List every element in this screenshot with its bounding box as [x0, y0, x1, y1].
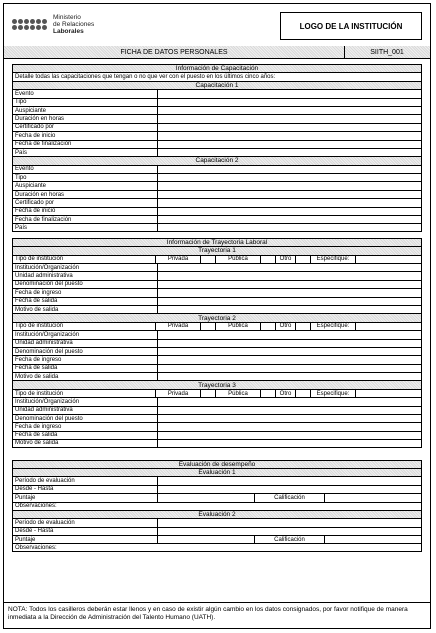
trayectoria-1-field-label: Motivo de salida [13, 306, 158, 313]
evaluacion-desde-hasta-label: Desde - Hasta [13, 486, 158, 493]
ministerio-logo [12, 14, 94, 35]
tipo-institucion-row [12, 322, 422, 330]
evaluacion-desde-hasta-value[interactable] [158, 528, 421, 535]
trayectoria-2-field-label: Motivo de salida [13, 373, 158, 380]
tipo-option-label: Privada [156, 256, 201, 263]
trayectoria-2-field-value[interactable] [158, 356, 421, 363]
capacitacion-1-field [12, 140, 422, 148]
evaluacion-periodo [12, 518, 422, 526]
observaciones-row[interactable]: Observaciones: [12, 543, 422, 551]
evaluacion-heading: Evaluación de desempeño [12, 460, 422, 468]
tipo-option-label: Pública [216, 323, 261, 330]
evaluacion-periodo-label: Período de evaluación [13, 477, 158, 484]
trayectoria-2-field [12, 372, 422, 380]
tipo-checkbox[interactable] [261, 323, 276, 330]
capacitacion-1-field [12, 131, 422, 139]
trayectoria-1-field [12, 263, 422, 271]
observaciones-row[interactable]: Observaciones: [12, 502, 422, 510]
trayectoria-3-field [12, 431, 422, 439]
trayectoria-heading: Información de Trayectoria Laboral [12, 238, 422, 246]
capacitacion-1-field-value[interactable] [158, 90, 421, 97]
evaluacion-desde-hasta-label: Desde - Hasta [13, 528, 158, 535]
capacitacion-1-field [12, 148, 422, 156]
capacitacion-2-field [12, 173, 422, 181]
trayectoria-2-field-value[interactable] [158, 365, 421, 372]
capacitacion-2-field-label: Certificado por [13, 199, 158, 206]
trayectoria-3-field-label: Unidad administrativa [13, 407, 158, 414]
trayectoria-1-field-label: Institución/Organización [13, 264, 158, 271]
trayectoria-3-field-label: Fecha de salida [13, 432, 158, 439]
tipo-institucion-label: Tipo de institución [13, 323, 156, 330]
tipo-institucion-row [12, 389, 422, 397]
puntaje-label: Puntaje [13, 494, 158, 501]
evaluacion-2-title: Evaluación 2 [12, 510, 422, 518]
trayectoria-3-field [12, 414, 422, 422]
header [4, 4, 430, 47]
trayectoria-3-field-value[interactable] [158, 407, 421, 414]
capacitacion-1-field [12, 123, 422, 131]
trayectoria-3-field-value[interactable] [158, 440, 421, 446]
trayectoria-2-title: Trayectoria 2 [12, 313, 422, 321]
evaluacion-desde-hasta [12, 527, 422, 535]
trayectoria-2-field [12, 339, 422, 347]
trayectoria-1-field-value[interactable] [158, 298, 421, 305]
evaluacion-periodo-value[interactable] [158, 477, 421, 484]
capacitacion-1-field-value[interactable] [158, 99, 421, 106]
capacitacion-2-field [12, 207, 422, 215]
tipo-option-label: Privada [156, 390, 201, 397]
calificacion-value[interactable] [325, 494, 421, 501]
footer-note: NOTA: Todos los casilleros deberán estar llenos y en caso de existir algún cambio en los datos consignados, por favor notifique de manera inmediata a la Dirección de Administración del Talento Humano (UATH). [4, 602, 430, 628]
trayectoria-2-field-label: Fecha de salida [13, 365, 158, 372]
calificacion-label: Calificación [255, 536, 325, 543]
capacitacion-2-field [12, 181, 422, 189]
tipo-checkbox[interactable] [356, 323, 421, 330]
trayectoria-1-field-value[interactable] [158, 264, 421, 271]
trayectoria-1-field [12, 280, 422, 288]
trayectoria-1-field-value[interactable] [158, 281, 421, 288]
form-page [3, 3, 431, 629]
trayectoria-2-field-label: Unidad administrativa [13, 340, 158, 347]
capacitacion-1-field-value[interactable] [158, 141, 421, 148]
capacitacion-1-field-label: Certificado por [13, 124, 158, 131]
form-body [12, 64, 422, 552]
capacitacion-1-field-label: Fecha de finalización [13, 141, 158, 148]
capacitacion-1-field [12, 106, 422, 114]
institution-logo-box: LOGO DE LA INSTITUCIÓN [280, 12, 422, 40]
trayectoria-1-field-value[interactable] [158, 289, 421, 296]
trayectoria-3-field-label: Denominación del puesto [13, 415, 158, 422]
capacitacion-1-field [12, 114, 422, 122]
trayectoria-2-field-label: Fecha de ingreso [13, 356, 158, 363]
trayectoria-1-field-value[interactable] [158, 306, 421, 313]
capacitacion-2-field-value[interactable] [158, 174, 421, 181]
capacitacion-2-field-label: Auspiciante [13, 182, 158, 189]
tipo-option-label: Pública [216, 256, 261, 263]
capacitacion-2-field-label: Evento [13, 166, 158, 173]
trayectoria-3-field-value[interactable] [158, 423, 421, 430]
evaluacion-puntaje-row [12, 535, 422, 543]
capacitacion-2-field-label: Duración en horas [13, 191, 158, 198]
capacitacion-1-field-label: Duración en horas [13, 115, 158, 122]
tipo-options [156, 256, 421, 263]
capacitacion-2-field [12, 223, 422, 231]
evaluacion-periodo [12, 476, 422, 484]
tipo-institucion-label: Tipo de institución [13, 390, 156, 397]
tipo-checkbox[interactable] [296, 256, 311, 263]
capacitacion-heading: Información de Capacitación [12, 64, 422, 72]
tipo-checkbox[interactable] [296, 390, 311, 397]
tipo-checkbox[interactable] [201, 390, 216, 397]
trayectoria-2-field [12, 347, 422, 355]
capacitacion-1-field-label: País [13, 149, 158, 156]
capacitacion-2-field-label: Fecha de inicio [13, 208, 158, 215]
tipo-checkbox[interactable] [356, 390, 421, 397]
capacitacion-2-field-label: Tipo [13, 174, 158, 181]
trayectoria-3-title: Trayectoria 3 [12, 380, 422, 388]
capacitacion-1-field-label: Auspiciante [13, 107, 158, 114]
trayectoria-1-field [12, 288, 422, 296]
trayectoria-3-field-label: Motivo de salida [13, 440, 158, 446]
evaluacion-periodo-value[interactable] [158, 519, 421, 526]
trayectoria-2-field [12, 330, 422, 338]
tipo-option-label: Otro [276, 256, 296, 263]
trayectoria-2-field-value[interactable] [158, 331, 421, 338]
capacitacion-1-field-value[interactable] [158, 107, 421, 114]
capacitacion-2-field-label: Fecha de finalización [13, 216, 158, 223]
puntaje-value[interactable] [158, 536, 255, 543]
tipo-checkbox[interactable] [296, 323, 311, 330]
trayectoria-1-field [12, 305, 422, 313]
capacitacion-2-title: Capacitación 2 [12, 156, 422, 164]
evaluacion-puntaje-row [12, 493, 422, 501]
trayectoria-2-field-value[interactable] [158, 373, 421, 380]
capacitacion-1-field [12, 89, 422, 97]
capacitacion-1-field-label: Evento [13, 90, 158, 97]
capacitacion-1-field [12, 98, 422, 106]
tipo-option-label: Pública [216, 390, 261, 397]
capacitacion-2-field-value[interactable] [158, 216, 421, 223]
trayectoria-2-field-value[interactable] [158, 348, 421, 355]
trayectoria-1-field-label: Unidad administrativa [13, 272, 158, 279]
capacitacion-1-field-label: Tipo [13, 99, 158, 106]
trayectoria-1-field-label: Fecha de ingreso [13, 289, 158, 296]
capacitacion-2-field [12, 165, 422, 173]
tipo-institucion-label: Tipo de institución [13, 256, 156, 263]
trayectoria-3-field-value[interactable] [158, 398, 421, 405]
trayectoria-1-field [12, 271, 422, 279]
capacitacion-1-field-value[interactable] [158, 124, 421, 131]
tipo-option-label: Privada [156, 323, 201, 330]
form-title: FICHA DE DATOS PERSONALES [4, 46, 345, 58]
trayectoria-3-field [12, 439, 422, 447]
evaluacion-desde-hasta [12, 485, 422, 493]
puntaje-label: Puntaje [13, 536, 158, 543]
tipo-checkbox[interactable] [201, 323, 216, 330]
trayectoria-1-field-label: Fecha de salida [13, 298, 158, 305]
tipo-option-label: Otro [276, 390, 296, 397]
capacitacion-2-field-value[interactable] [158, 224, 421, 230]
capacitacion-detalle: Detalle todas las capacitaciones que tengan o no que ver con el puesto en los últimos cinco años: [12, 72, 422, 80]
tipo-option-label: Otro [276, 323, 296, 330]
capacitacion-1-field-value[interactable] [158, 149, 421, 156]
tipo-checkbox[interactable] [356, 256, 421, 263]
evaluacion-periodo-label: Período de evaluación [13, 519, 158, 526]
trayectoria-1-title: Trayectoria 1 [12, 246, 422, 254]
trayectoria-3-field-label: Fecha de ingreso [13, 423, 158, 430]
tipo-institucion-row [12, 255, 422, 263]
trayectoria-3-field [12, 406, 422, 414]
calificacion-value[interactable] [325, 536, 421, 543]
capacitacion-1-field-value[interactable] [158, 132, 421, 139]
capacitacion-1-field-value[interactable] [158, 115, 421, 122]
trayectoria-2-field-label: Institución/Organización [13, 331, 158, 338]
capacitacion-2-field [12, 190, 422, 198]
trayectoria-2-field-value[interactable] [158, 340, 421, 347]
trayectoria-1-field [12, 297, 422, 305]
tipo-checkbox[interactable] [261, 256, 276, 263]
trayectoria-3-field [12, 397, 422, 405]
trayectoria-2-field-label: Denominación del puesto [13, 348, 158, 355]
trayectoria-1-field-label: Denominación del puesto [13, 281, 158, 288]
puntaje-value[interactable] [158, 494, 255, 501]
tipo-option-label: Especifique: [311, 323, 356, 330]
tipo-options [156, 390, 421, 397]
trayectoria-1-field-value[interactable] [158, 272, 421, 279]
trayectoria-2-field [12, 355, 422, 363]
tipo-options [156, 323, 421, 330]
capacitacion-2-field-value[interactable] [158, 208, 421, 215]
capacitacion-2-field [12, 215, 422, 223]
trayectoria-3-field-value[interactable] [158, 415, 421, 422]
evaluacion-desde-hasta-value[interactable] [158, 486, 421, 493]
ministerio-name: Ministerio de Relaciones Laborales [53, 14, 95, 35]
capacitacion-2-field-label: País [13, 224, 158, 230]
capacitacion-2-field [12, 198, 422, 206]
tipo-checkbox[interactable] [261, 390, 276, 397]
title-row [4, 46, 430, 59]
capacitacion-2-field-value[interactable] [158, 182, 421, 189]
calificacion-label: Calificación [255, 494, 325, 501]
trayectoria-3-field-label: Institución/Organización [13, 398, 158, 405]
capacitacion-2-field-value[interactable] [158, 191, 421, 198]
capacitacion-1-field-label: Fecha de inicio [13, 132, 158, 139]
capacitacion-1-title: Capacitación 1 [12, 81, 422, 89]
trayectoria-3-field [12, 422, 422, 430]
tipo-option-label: Especifique: [311, 390, 356, 397]
tipo-checkbox[interactable] [201, 256, 216, 263]
capacitacion-2-field-value[interactable] [158, 199, 421, 206]
tipo-option-label: Especifique: [311, 256, 356, 263]
trayectoria-2-field [12, 364, 422, 372]
form-code: SIITH_001 [370, 48, 404, 56]
capacitacion-2-field-value[interactable] [158, 166, 421, 173]
evaluacion-1-title: Evaluación 1 [12, 468, 422, 476]
ministerio-dots-icon [12, 19, 47, 30]
trayectoria-3-field-value[interactable] [158, 432, 421, 439]
